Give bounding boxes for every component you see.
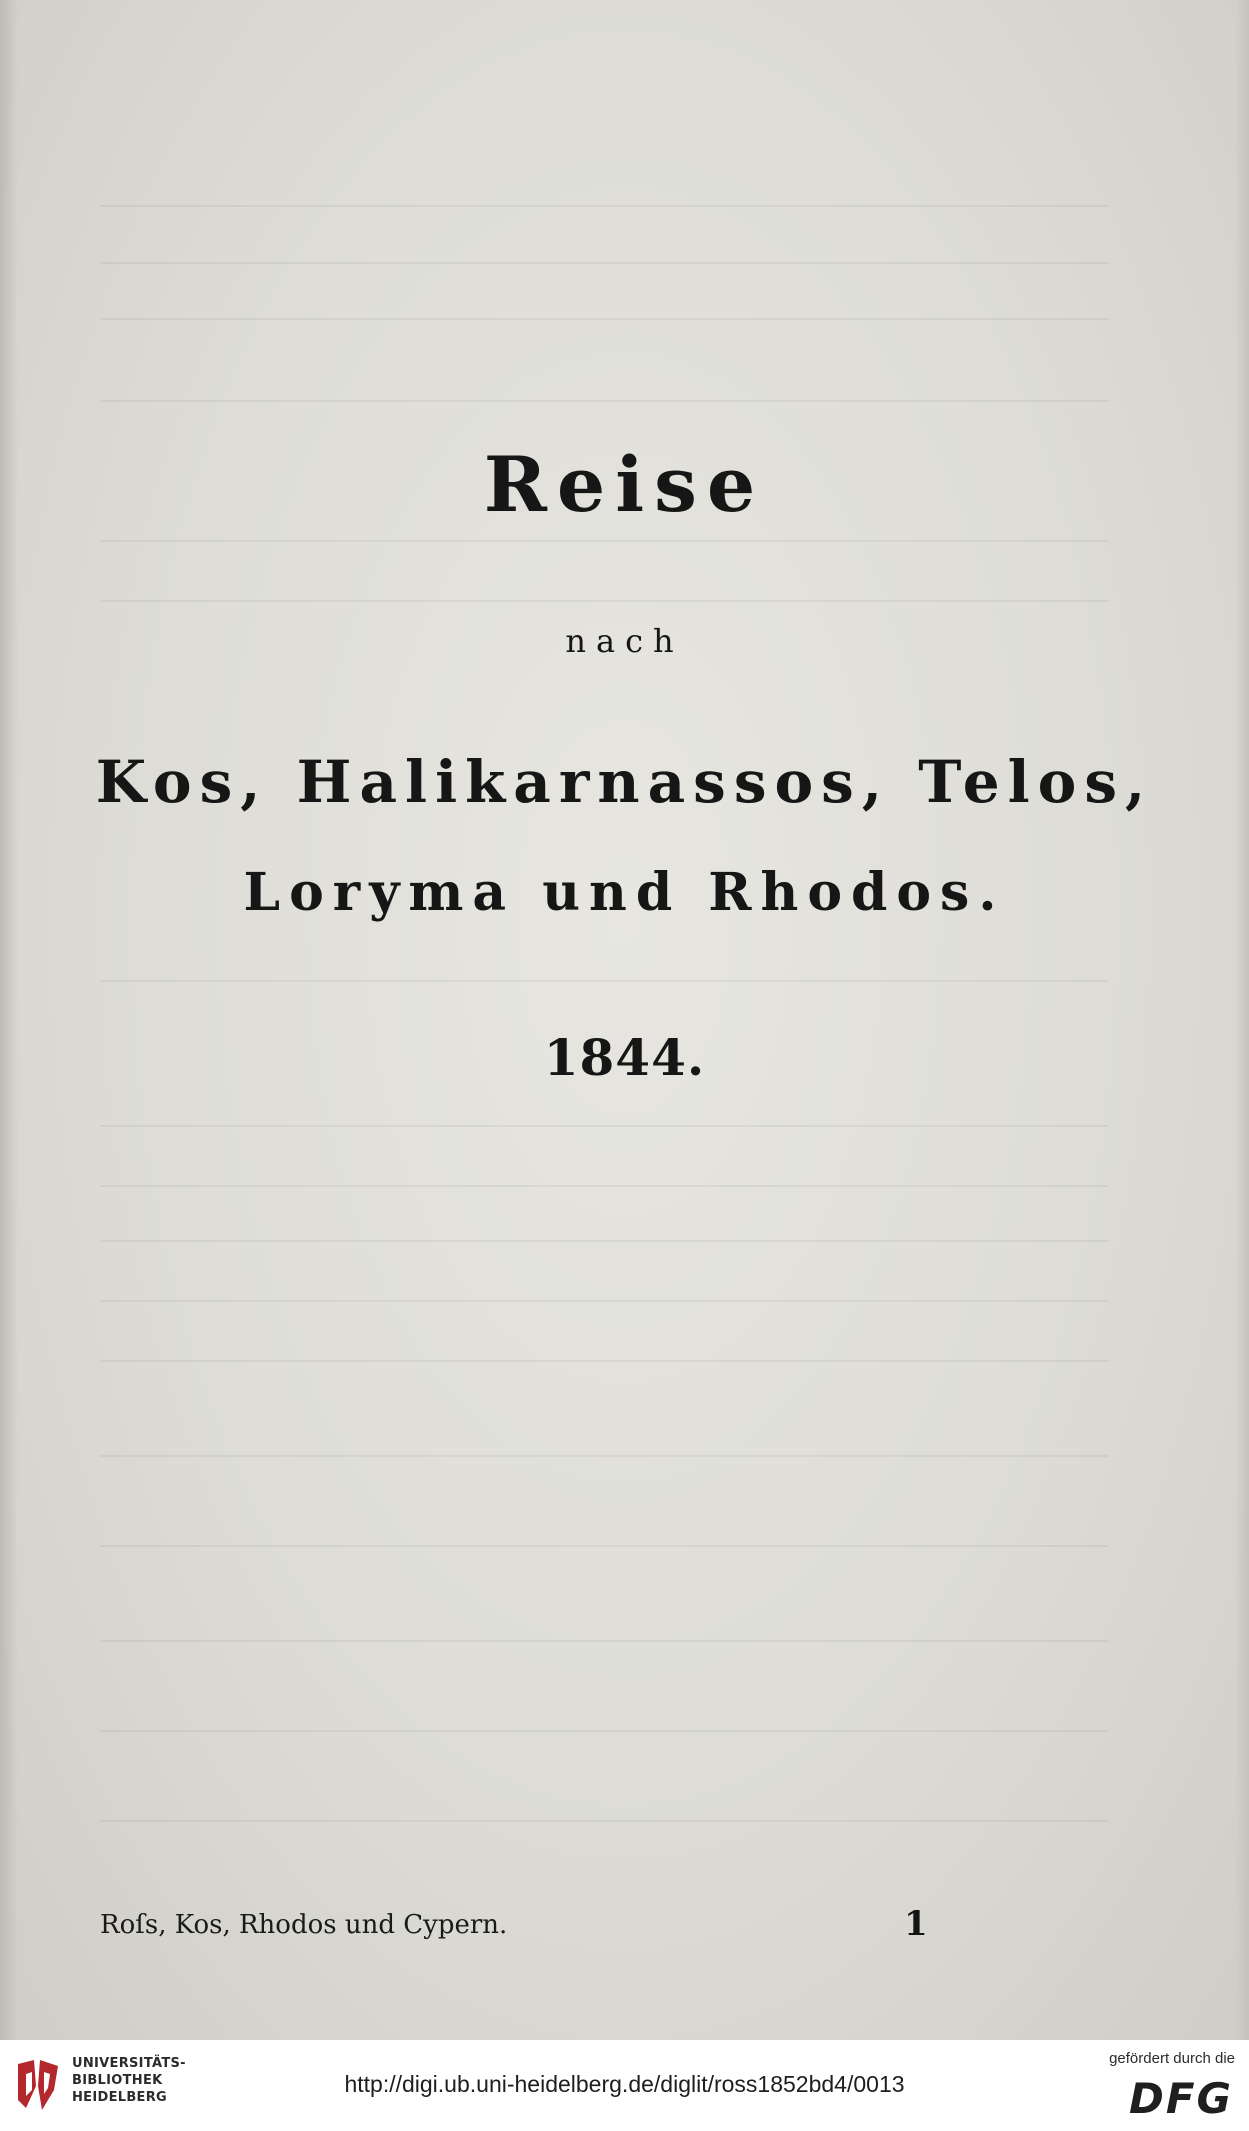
- bleed-through-line: [100, 1640, 1109, 1642]
- title-places-line-1: Kos, Halikarnassos, Telos,: [95, 748, 1154, 816]
- page-edge-left: [0, 0, 18, 2040]
- bleed-through-line: [100, 262, 1109, 264]
- title-main: Reise: [483, 440, 766, 529]
- library-name-line-3: HEIDELBERG: [72, 2090, 168, 2105]
- bleed-through-line: [100, 1240, 1109, 1242]
- library-name-line-1: UNIVERSITÄTS-: [72, 2056, 186, 2071]
- bleed-through-line: [100, 1455, 1109, 1457]
- page-number: 1: [904, 1904, 928, 1944]
- bleed-through-line: [100, 1300, 1109, 1302]
- bleed-through-line: [100, 1125, 1109, 1127]
- permalink-url[interactable]: http://digi.ub.uni-heidelberg.de/diglit/ross1852bd4/0013: [344, 2071, 905, 2097]
- printer-signature: Roſs, Kos, Rhodos und Cypern.: [100, 1910, 508, 1940]
- library-name-line-2: BIBLIOTHEK: [72, 2073, 163, 2088]
- bleed-through-line: [100, 1730, 1109, 1732]
- title-year: 1844.: [543, 1028, 706, 1087]
- bleed-through-line: [100, 1185, 1109, 1187]
- bleed-through-line: [100, 205, 1109, 207]
- page-edge-right: [1235, 0, 1249, 2040]
- bleed-through-line: [100, 1820, 1109, 1822]
- bleed-through-line: [100, 1360, 1109, 1362]
- bleed-through-line: [100, 980, 1109, 982]
- bleed-through-line: [100, 540, 1109, 542]
- bleed-through-line: [100, 318, 1109, 320]
- dfg-logo-icon[interactable]: DFG: [1128, 2074, 1233, 2123]
- bleed-through-line: [100, 1545, 1109, 1547]
- title-places-line-2: Loryma und Rhodos.: [243, 862, 1006, 923]
- title-preposition: nach: [565, 622, 684, 660]
- bleed-through-line: [100, 400, 1109, 402]
- sponsor-caption: gefördert durch die: [1109, 2050, 1235, 2067]
- bleed-through-line: [100, 600, 1109, 602]
